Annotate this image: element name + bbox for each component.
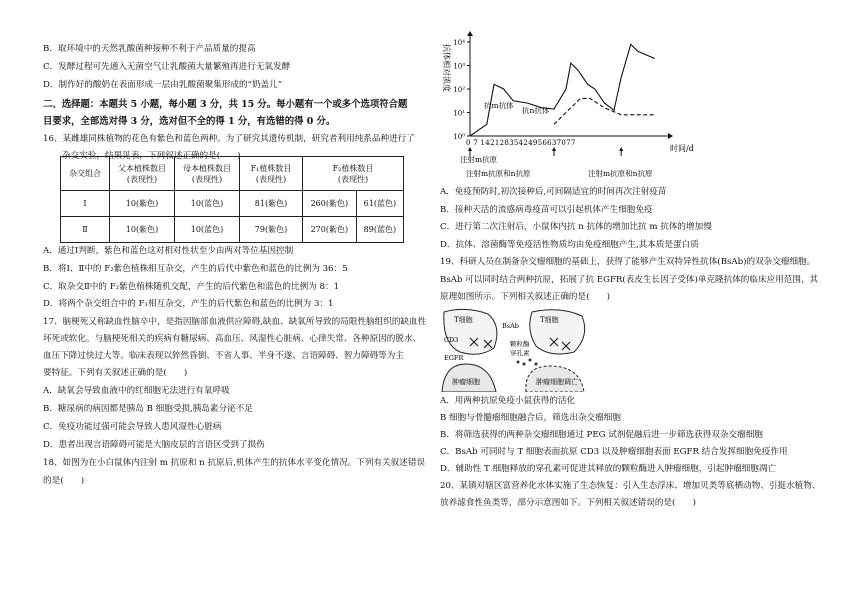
q18-stem-line2: 的是( ) bbox=[43, 476, 85, 486]
bsab-label: BsAb bbox=[502, 322, 519, 330]
cross-results-table bbox=[60, 156, 404, 243]
y-axis-arrow bbox=[467, 31, 473, 36]
tumor-apoptosis-label: 肿瘤细胞调亡 bbox=[536, 378, 578, 386]
series-line-m bbox=[470, 44, 655, 136]
q17-stem-line1: 17、脑梗死又称缺血性脑卒中，是指因脑部血液供应障碍,缺血、缺氧所导致的局限性脑组织的缺血性 bbox=[43, 317, 427, 327]
annotation-inject-m: 注射m抗原 bbox=[460, 155, 498, 164]
q15-option-b: B．取环境中的天然乳酸菌种接种不利于产品质量的提高 bbox=[43, 44, 256, 54]
q18-stem-line1: 18、如图为在小白鼠体内注射 m 抗原和 n 抗原后,机体产生的抗体水平变化情况。下列有关叙述错误 bbox=[43, 458, 426, 468]
injection-arrow-head bbox=[552, 147, 556, 151]
y-tick-label: 10² bbox=[453, 86, 465, 94]
injection-arrow-head bbox=[619, 147, 623, 151]
y-tick-label: 10¹ bbox=[453, 109, 465, 118]
chart-x-tick-labels: 0 7 14212835424956637077 bbox=[466, 139, 576, 147]
antibody-chart bbox=[430, 28, 710, 183]
bsab-diagram bbox=[440, 308, 590, 392]
tumor-cell-label: 肿瘤细胞 bbox=[452, 378, 480, 386]
chart-x-axis-label: 时间/d bbox=[670, 144, 694, 153]
chart-y-axis-label: 抗体相对浓度 bbox=[442, 44, 451, 92]
q15-option-d: D．制作好的酸奶在表面形成一层由乳酸菌聚集形成的“奶盖儿” bbox=[43, 80, 283, 90]
q16-option-a: A．通过Ⅰ判断，紫色和蓝色这对相对性状至少由两对等位基因控制 bbox=[43, 246, 294, 256]
q19-option-d: D．辅助性 T 细胞释放的穿孔素可促进其释放的颗粒酶进入肿瘤细胞，引起肿瘤细胞凋亡 bbox=[440, 464, 777, 474]
q16-stem-line2: 杂交实验，结果见表，下列叙述正确的是( ) bbox=[62, 151, 241, 161]
q17-option-a: A．缺氧会导致血液中的红细胞无法进行有氧呼吸 bbox=[43, 386, 230, 396]
y-tick-label: 10³ bbox=[453, 62, 465, 71]
header-mother: 母本植株数目 (表现性) bbox=[175, 157, 240, 191]
q16-option-d: D．将两个杂交组合中的 F₁相互杂交，产生的后代紫色和蓝色的比例为 3：1 bbox=[43, 299, 334, 309]
header-combo: 杂交组合 bbox=[61, 157, 110, 191]
q18-option-d: D．抗体、溶菌酶等免疫活性物质均由免疫细胞产生,其本质是蛋白质 bbox=[440, 240, 699, 250]
q16-option-b: B．将Ⅰ、Ⅱ中的 F₂紫色植株相互杂交，产生的后代中紫色和蓝色的比例为 36：5 bbox=[43, 264, 348, 274]
q17-stem-line4: 要特征。下列有关叙述正确的是( ) bbox=[43, 368, 188, 378]
q15-option-c: C．发酵过程可先通入无菌空气让乳酸菌大量繁殖再进行无氧发酵 bbox=[43, 62, 291, 72]
q19-stem-line1: 19、科研人员在制备杂交瘤细胞的基础上，获得了能够产生双特异性抗体(BsAb)的双杂交瘤细胞。 bbox=[440, 257, 816, 267]
q16-stem-line1: 16、某雌雄同株植物的花色有紫色和蓝色两种。为了研究其遗传机制，研究者利用纯系品种进行了 bbox=[43, 134, 415, 144]
q17-stem-line3: 血压下降过快过大等。临床表现以猝然昏倒、不省人事、半身不遂、言语障碍、智力障碍等为主 bbox=[43, 351, 404, 361]
header-f2: F₂植株数目 (表现性) bbox=[303, 157, 404, 191]
q17-option-c: C．免疫功能过强可能会导致人患风湿性心脏病 bbox=[43, 422, 222, 432]
header-father: 父本植株数目 (表现性) bbox=[110, 157, 175, 191]
egfr-label: EGFR bbox=[444, 354, 464, 362]
q19-stem-line3: 原理如图所示。下列相关叙述正确的是( ) bbox=[440, 292, 610, 302]
cd3-label: CD3 bbox=[444, 336, 459, 344]
q19-option-a: A．用两种抗原免疫小鼠获得的活化 bbox=[440, 396, 576, 406]
q19-option-b: B．将筛选获得的两种杂交瘤细胞通过 PEG 试剂促融后进一步筛选获得双杂交瘤细胞 bbox=[440, 430, 763, 440]
q18-option-a: A．免疫预防时,初次接种后,可间隔适宜的时间再次注射疫苗 bbox=[440, 187, 667, 197]
q18-option-c: C．进行第二次注射后，小鼠体内抗 n 抗体的增加比抗 m 抗体的增加慢 bbox=[440, 222, 712, 232]
annotation-inject-mn-1: 注射m抗原和n抗原 bbox=[466, 169, 531, 178]
table-row: Ⅰ 10(紫色) 10(蓝色) 81(紫色) 260(紫色) 61(蓝色) bbox=[61, 191, 404, 217]
series-label-m: 抗m抗体 bbox=[484, 101, 514, 110]
chart-series bbox=[470, 44, 655, 136]
y-tick-label: 10⁰ bbox=[453, 133, 465, 141]
perforin-label-1: 颗粒酶 bbox=[510, 340, 530, 348]
header-f1: F₁植株数目 (表现性) bbox=[240, 157, 303, 191]
q17-option-d: D．患者出现言语障碍可能是大脑皮层的言语区受到了损伤 bbox=[43, 440, 265, 450]
chart-axes bbox=[467, 31, 673, 139]
t-cell-label-1: T细胞 bbox=[454, 316, 473, 324]
perforin-label-2: 穿孔素 bbox=[510, 349, 530, 357]
series-label-n: 抗n抗体 bbox=[522, 106, 550, 115]
q19-option-c: C．BsAb 可同时与 T 细胞表面抗原 CD3 以及肿瘤细胞表面 EGFR 结合发挥细胞免疫作用 bbox=[440, 447, 788, 457]
q19-stem-line2: BsAb 可以同时结合两种抗原，拓展了抗 EGFR(表皮生长因子受体)单克隆抗体的临床应用范围，其 bbox=[440, 275, 819, 285]
injection-arrow-head bbox=[468, 147, 472, 151]
section2-heading-line2: 目要求，全部选对得 3 分，选对但不全的得 1 分，有选错的得 0 分。 bbox=[43, 116, 336, 127]
q20-stem-line1: 20、某镇对辖区富营养化水体实施了生态恢复：引入生态浮床、增加贝类等底栖动物、引挺水植物、 bbox=[440, 481, 821, 491]
q18-option-b: B．接种天活的流感病毒疫苗可以引起机体产生细胞免疫 bbox=[440, 205, 653, 215]
granule-dots bbox=[517, 359, 538, 366]
table-row: Ⅱ 10(紫色) 10(蓝色) 79(紫色) 270(紫色) 89(蓝色) bbox=[61, 217, 404, 243]
q17-option-b: B．糖尿病的病因都是胰岛 B 细胞受损,胰岛素分泌不足 bbox=[43, 404, 253, 414]
y-tick-label: 10⁴ bbox=[453, 39, 465, 47]
section2-heading-line1: 二、选择题：本题共 5 小题，每小题 3 分，共 15 分。每小题有一个或多个选项符合题 bbox=[43, 99, 408, 110]
q17-stem-line2: 坏死或软化。与脑梗死相关的疾病有糖尿病、高血压、风湿性心脏病、心律失常、各种原因的脱水、 bbox=[43, 334, 422, 344]
t-cell-label-2: T细胞 bbox=[540, 316, 559, 324]
annotation-inject-mn-2: 注射m抗原和n抗原 bbox=[588, 169, 653, 178]
q16-option-c: C．取杂交Ⅱ中的 F₂紫色植株随机交配，产生的后代紫色和蓝色的比例为 8：1 bbox=[43, 282, 340, 292]
q20-stem-line2: 放养滤食性鱼类等，部分示意图如下。下列相关叙述错误的是( ) bbox=[440, 498, 696, 508]
q19-option-a-cont: B 细胞与骨髓瘤细胞融合后，筛选出杂交瘤细胞 bbox=[440, 413, 621, 423]
x-axis-arrow bbox=[668, 133, 673, 139]
